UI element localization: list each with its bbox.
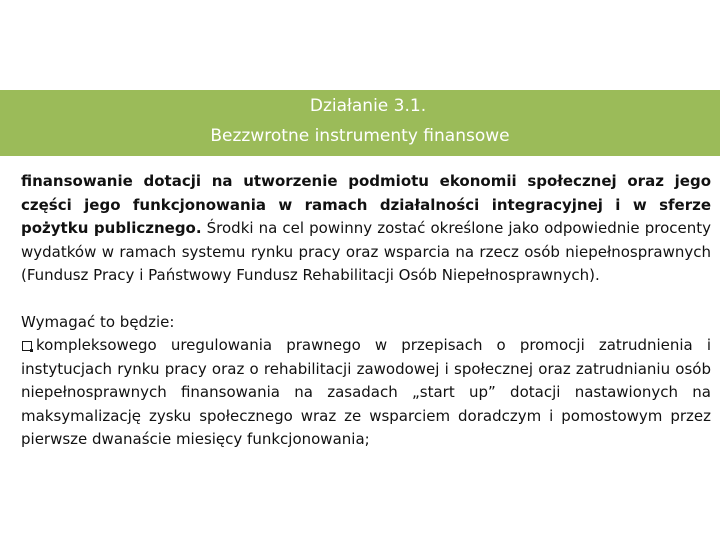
paragraph-financing-regular: Środki na cel powinny zostać określone jako odpowiednie procenty wydatków w ramach systemu rynku pracy oraz wsparcia na rzecz osób niepełnosprawnych (Fundusz Pracy i Państwowy Fundusz Rehabilitacji Osób Niepełnosprawnych).	[21, 219, 711, 284]
paragraph-financing	[21, 170, 711, 288]
requirements-lead: Wymagać to będzie:	[21, 312, 175, 331]
page-subtitle: Bezzwrotne instrumenty finansowe	[210, 126, 510, 146]
header-band	[0, 90, 720, 156]
requirements-bullet-text: kompleksowego uregulowania prawnego w przepisach o promocji zatrudnienia i instytucjach rynku pracy oraz o rehabilitacji zawodowej i społecznej oraz zatrudnianiu osób niepełnosprawnych finansowania na zasadach „start up” dotacji nastawionych na maksymalizację zysku społecznego wraz ze wsparciem doradczym i pomostowym przez pierwsze dwanaście miesięcy funkcjonowania;	[21, 336, 711, 448]
paragraph-requirements	[21, 311, 711, 452]
paragraph-financing-bold: finansowanie dotacji na utworzenie podmiotu ekonomii społecznej oraz jego części jego funkcjonowania w ramach działalności integracyjnej i w sferze pożytku publicznego.	[21, 172, 711, 237]
page-title: Działanie 3.1.	[309, 96, 427, 116]
checkbox-icon	[22, 341, 32, 351]
content-body	[21, 170, 711, 452]
